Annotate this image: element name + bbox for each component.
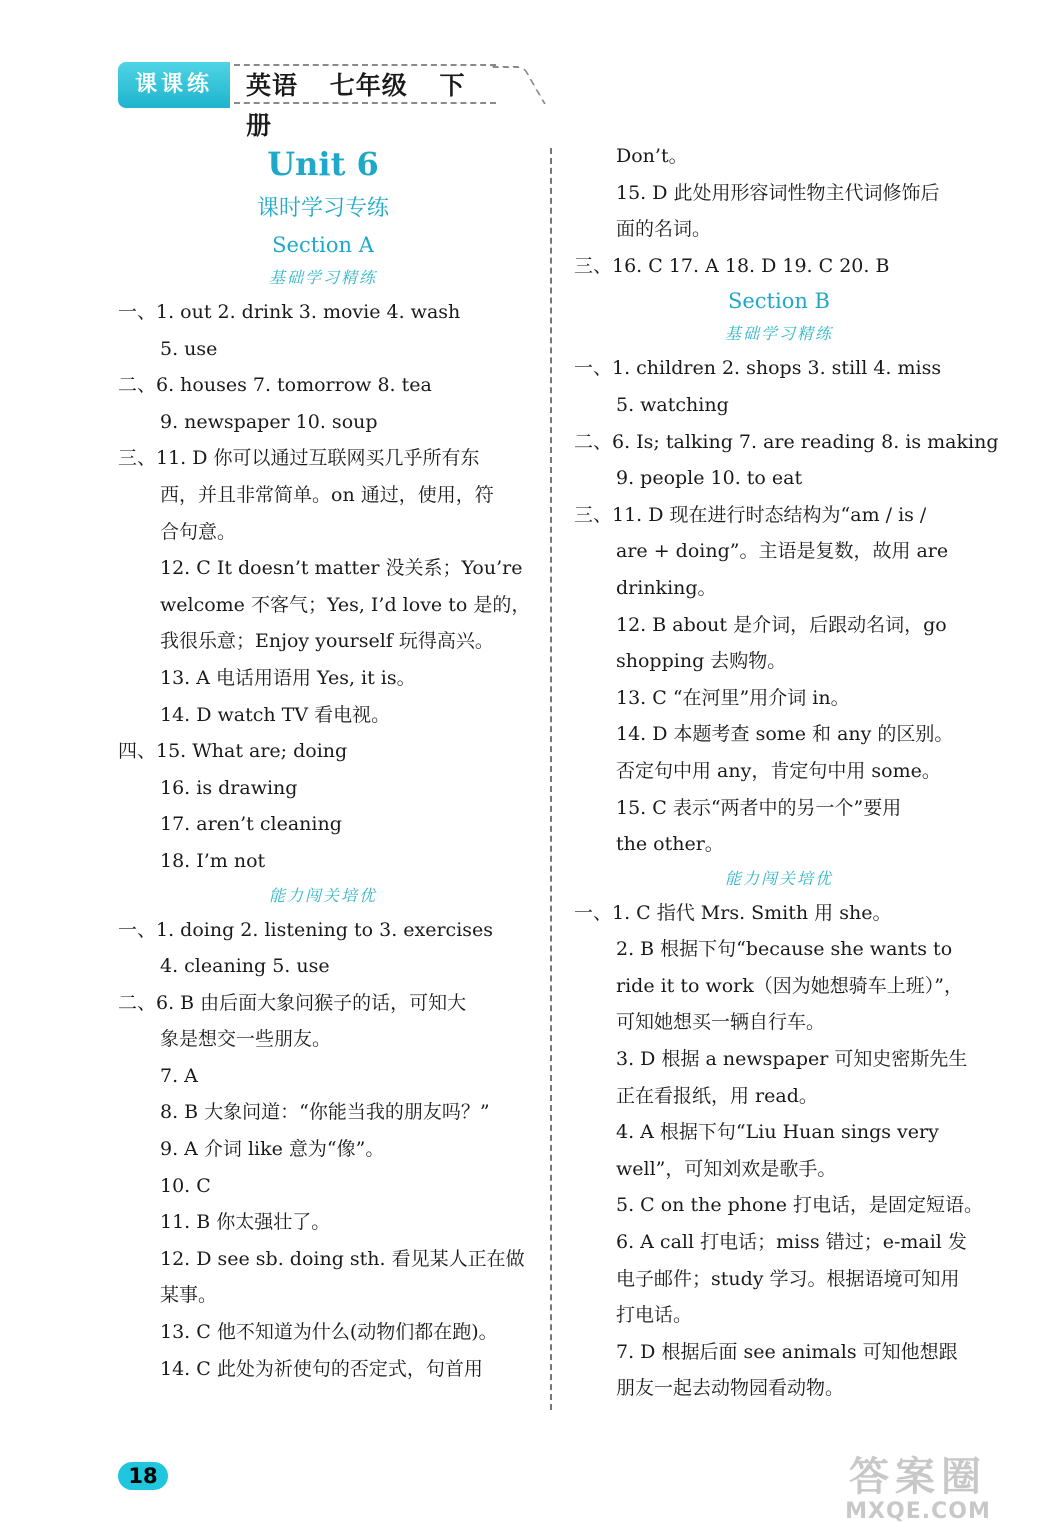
answer-line: 9. people 10. to eat	[616, 467, 803, 490]
unit-title: Unit 6	[267, 145, 379, 183]
answer-line: 15. D 此处用形容词性物主代词修饰后	[616, 181, 940, 204]
answer-line: 合句意。	[160, 520, 237, 543]
watermark-url: MXQE.COM	[845, 1499, 991, 1524]
subsection-basic: 基础学习精练	[268, 268, 377, 287]
answer-line: 二、6. houses 7. tomorrow 8. tea	[118, 374, 432, 397]
answer-line: 某事。	[160, 1284, 218, 1307]
answer-line: 三、16. C 17. A 18. D 19. C 20. B	[574, 254, 890, 277]
answer-line: 打电话。	[616, 1304, 693, 1327]
answer-line: 13. A 电话用语用 Yes, it is。	[160, 666, 416, 689]
answer-line: 7. A	[160, 1064, 198, 1087]
answer-line: 11. B 你太强壮了。	[160, 1211, 331, 1234]
answer-line: 我很乐意；Enjoy yourself 玩得高兴。	[160, 630, 494, 653]
answer-line: 否定句中用 any，肯定句中用 some。	[616, 759, 941, 782]
answer-line: 三、11. D 现在进行时态结构为“am / is /	[574, 503, 927, 526]
section-heading: 课时学习专练	[256, 196, 389, 221]
brand-logo: 课课练	[118, 62, 230, 108]
page-header	[118, 62, 508, 140]
answer-line: 13. C 他不知道为什么(动物们都在跑)。	[160, 1321, 498, 1344]
answer-line: 2. B 根据下句“because she wants to	[616, 938, 953, 961]
answer-line: 14. D watch TV 看电视。	[160, 703, 391, 726]
answer-line: 一、1. out 2. drink 3. movie 4. wash	[118, 301, 461, 323]
book-title	[234, 64, 496, 140]
answer-line: 9. A 介词 like 意为“像”。	[160, 1138, 385, 1161]
answer-line: drinking。	[616, 576, 717, 599]
grade-label: 七年级	[329, 71, 408, 100]
subsection-advanced: 能力闯关培优	[724, 868, 833, 888]
answer-line: 4. cleaning 5. use	[160, 955, 330, 978]
answer-line: 可知她想买一辆自行车。	[616, 1011, 826, 1034]
answer-line: 一、1. C 指代 Mrs. Smith 用 she。	[574, 901, 892, 924]
volume-label: 下册	[246, 71, 466, 140]
watermark-text: 答案圈	[849, 1454, 987, 1500]
subsection-advanced: 能力闯关培优	[268, 885, 377, 905]
answer-line: 12. D see sb. doing sth. 看见某人正在做	[160, 1247, 525, 1270]
right-column	[574, 138, 999, 1407]
answer-line: 5. watching	[616, 393, 729, 416]
answer-line: 一、1. doing 2. listening to 3. exercises	[118, 918, 494, 941]
answer-line: Don’t。	[616, 145, 688, 167]
title-arrow-decoration	[492, 66, 546, 104]
answer-line: are + doing”。主语是复数，故用 are	[616, 540, 949, 563]
answer-line: 一、1. children 2. shops 3. still 4. miss	[574, 357, 942, 380]
answer-line: 正在看报纸，用 read。	[616, 1084, 818, 1107]
answer-line: 16. is drawing	[160, 776, 298, 799]
column-divider	[550, 148, 552, 1410]
answer-line: 18. I’m not	[160, 849, 266, 872]
answer-line: 5. use	[160, 337, 218, 360]
answer-line: 6. A call 打电话；miss 错过；e-mail 发	[616, 1231, 967, 1254]
answer-line: 四、15. What are; doing	[118, 740, 348, 763]
answer-line: ride it to work（因为她想骑车上班）”，	[616, 974, 963, 997]
answer-line: 14. C 此处为祈使句的否定式，句首用	[160, 1357, 483, 1380]
answer-line: 12. C It doesn’t matter 没关系；You’re	[160, 557, 523, 580]
answer-line: 8. B 大象问道：“你能当我的朋友吗？”	[160, 1101, 490, 1124]
answer-line: 13. C “在河里”用介词 in。	[616, 686, 850, 709]
section-b-heading: Section B	[727, 289, 830, 314]
answer-line: 4. A 根据下句“Liu Huan sings very	[616, 1121, 939, 1144]
section-a-heading: Section A	[272, 233, 374, 257]
answer-line: 12. B about 是介词，后跟动名词，go	[616, 613, 947, 636]
answer-line: 象是想交一些朋友。	[160, 1028, 332, 1051]
answer-line: 二、6. Is; talking 7. are reading 8. is making	[574, 430, 999, 453]
answer-line: 5. C on the phone 打电话，是固定短语。	[616, 1194, 983, 1217]
answer-line: 西，并且非常简单。on 通过，使用，符	[160, 483, 494, 506]
left-column	[118, 138, 531, 1387]
answer-line: 7. D 根据后面 see animals 可知他想跟	[616, 1340, 958, 1363]
answer-line: 面的名词。	[616, 218, 712, 241]
answer-line: welcome 不客气；Yes, I’d love to 是的，	[160, 593, 531, 616]
answer-line: 15. C 表示“两者中的另一个”要用	[616, 796, 902, 819]
answer-line: 朋友一起去动物园看动物。	[616, 1377, 845, 1400]
answer-line: 17. aren’t cleaning	[160, 813, 342, 836]
page-number: 18	[118, 1462, 168, 1490]
watermark-logo	[808, 1455, 1028, 1530]
subject-label: 英语	[246, 71, 299, 100]
answer-line: shopping 去购物。	[616, 650, 787, 673]
subsection-basic: 基础学习精练	[724, 324, 833, 344]
answer-line: 10. C	[160, 1174, 211, 1197]
answer-line: 3. D 根据 a newspaper 可知史密斯先生	[616, 1048, 968, 1071]
answer-line: well”，可知刘欢是歌手。	[616, 1157, 837, 1180]
answer-line: the other。	[616, 833, 724, 856]
answer-line: 9. newspaper 10. soup	[160, 410, 378, 433]
answer-line: 电子邮件；study 学习。根据语境可知用	[616, 1267, 960, 1290]
answer-line: 二、6. B 由后面大象问猴子的话，可知大	[118, 991, 467, 1014]
answer-line: 14. D 本题考查 some 和 any 的区别。	[616, 723, 954, 746]
answer-line: 三、11. D 你可以通过互联网买几乎所有东	[118, 447, 480, 470]
